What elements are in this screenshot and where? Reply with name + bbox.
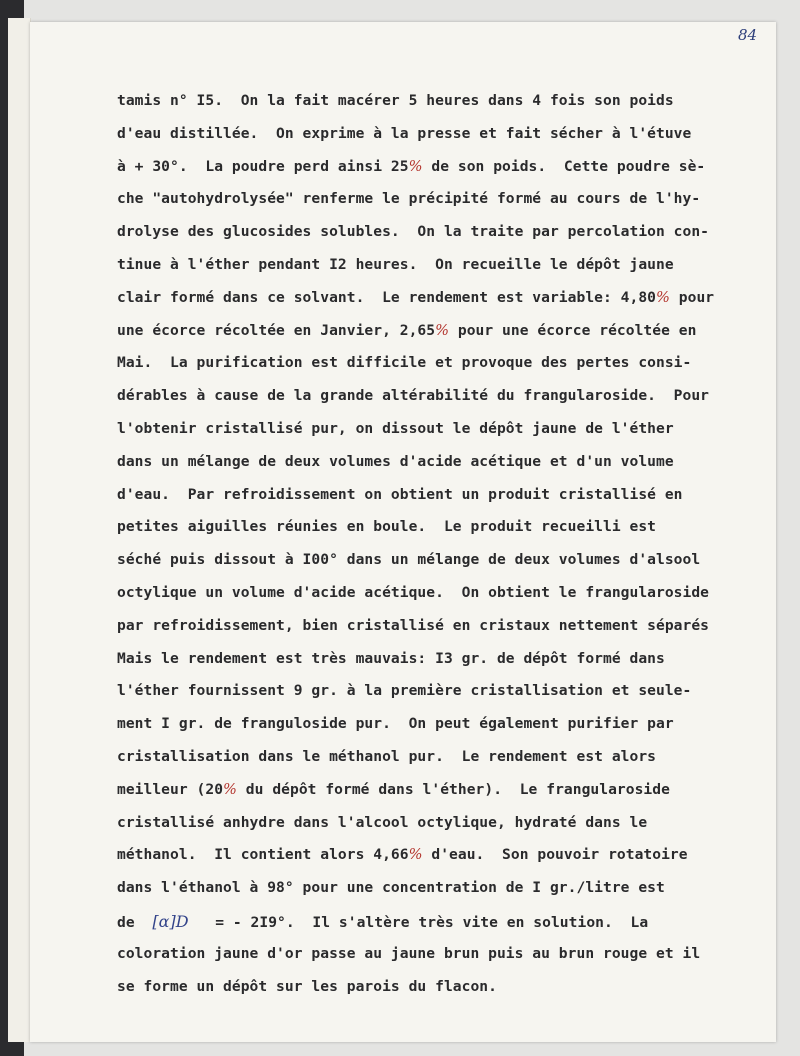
text-line <box>117 682 691 699</box>
handwritten-percent: % <box>435 321 450 339</box>
typed-text: l'éther fournissent 9 gr. à la première cristallisation et seule- <box>117 682 692 700</box>
typed-text: meilleur (20 <box>117 780 224 798</box>
typed-text: de <box>117 914 153 931</box>
text-line <box>117 978 497 995</box>
typed-text: clair formé dans ce solvant. Le rendement est variable: 4,80 <box>117 288 657 306</box>
text-line <box>117 551 700 568</box>
text-line <box>117 354 691 371</box>
text-line <box>117 256 674 273</box>
typed-text: octylique un volume d'acide acétique. On obtient le frangularoside <box>117 584 710 601</box>
text-line <box>117 912 648 931</box>
text-line <box>117 125 691 142</box>
handwritten-percent: % <box>223 780 237 798</box>
typed-text: coloration jaune d'or passe au jaune brun puis au brun rouge et il <box>117 944 701 962</box>
typed-text: tinue à l'éther pendant I2 heures. On recueille le dépôt jaune <box>117 256 674 273</box>
typed-text: = - 2I9°. Il s'altère très vite en solution. La <box>188 914 649 931</box>
typed-text: d'eau. Son pouvoir rotatoire <box>422 846 688 864</box>
text-line <box>117 617 709 634</box>
handwritten-rotation-symbol: [α]D <box>152 912 189 931</box>
text-line <box>117 158 705 175</box>
text-line <box>117 190 700 207</box>
typed-text: se forme un dépôt sur les parois du flacon. <box>117 977 497 995</box>
text-line <box>117 945 700 962</box>
typed-text: drolyse des glucosides solubles. On la traite par percolation con- <box>117 223 710 241</box>
typed-text: pour une écorce récoltée en <box>449 321 697 339</box>
handwritten-percent: % <box>408 157 423 175</box>
typed-text: Mai. La purification est difficile et provoque des pertes consi- <box>117 354 692 372</box>
text-line <box>117 781 670 798</box>
typed-text: tamis n° I5. On la fait macérer 5 heures dans 4 fois son poids <box>117 92 674 109</box>
text-line <box>117 322 696 339</box>
text-line <box>117 814 647 831</box>
typed-text: d'eau. Par refroidissement on obtient un produit cristallisé en <box>117 485 683 503</box>
text-line <box>117 387 709 404</box>
typed-text: de son poids. Cette poudre sè- <box>422 157 706 175</box>
text-line <box>117 420 674 437</box>
typed-text: méthanol. Il contient alors 4,66 <box>117 846 409 864</box>
underlying-page-edge <box>8 18 31 1042</box>
text-line <box>117 223 709 240</box>
text-line <box>117 92 674 109</box>
text-line <box>117 289 714 306</box>
typed-text: à + 30°. La poudre perd ainsi 25 <box>117 157 409 175</box>
typed-text: une écorce récoltée en Janvier, 2,65 <box>117 321 436 339</box>
typed-text: par refroidissement, bien cristallisé en cristaux nettement séparés <box>117 616 710 634</box>
handwritten-percent: % <box>408 846 423 864</box>
text-line <box>117 715 674 732</box>
text-line <box>117 748 656 765</box>
typed-text: dans l'éthanol à 98° pour une concentration de I gr./litre est <box>117 879 665 897</box>
typed-text: dans un mélange de deux volumes d'acide acétique et d'un volume <box>117 452 674 470</box>
typed-text: Mais le rendement est très mauvais: I3 gr. de dépôt formé dans <box>117 649 665 667</box>
text-line <box>117 453 674 470</box>
typed-text: petites aiguilles réunies en boule. Le produit recueilli est <box>117 518 657 536</box>
typed-text: du dépôt formé dans l'éther). Le frangularoside <box>236 780 670 798</box>
text-line <box>117 584 709 601</box>
text-line <box>117 879 665 896</box>
text-line <box>117 846 688 863</box>
typed-text: dérables à cause de la grande altérabilité du frangularoside. Pour <box>117 387 710 405</box>
text-line <box>117 650 665 667</box>
typed-text: l'obtenir cristallisé pur, on dissout le dépôt jaune de l'éther <box>117 420 674 437</box>
text-line <box>117 518 656 535</box>
typed-text: d'eau distillée. On exprime à la presse et fait sécher à l'étuve <box>117 124 692 142</box>
typed-text: séché puis dissout à I00° dans un mélange de deux volumes d'alsool <box>117 551 701 569</box>
page-number: 84 <box>738 26 758 44</box>
handwritten-percent: % <box>656 288 670 306</box>
text-line <box>117 486 683 503</box>
typed-text: ment I gr. de franguloside pur. On peut également purifier par <box>117 715 674 733</box>
typed-text: che "autohydrolysée" renferme le précipité formé au cours de l'hy- <box>117 190 701 208</box>
typed-text: cristallisation dans le méthanol pur. Le rendement est alors <box>117 748 657 765</box>
typed-text: cristallisé anhydre dans l'alcool octylique, hydraté dans le <box>117 813 648 831</box>
typed-text: pour <box>669 288 715 306</box>
